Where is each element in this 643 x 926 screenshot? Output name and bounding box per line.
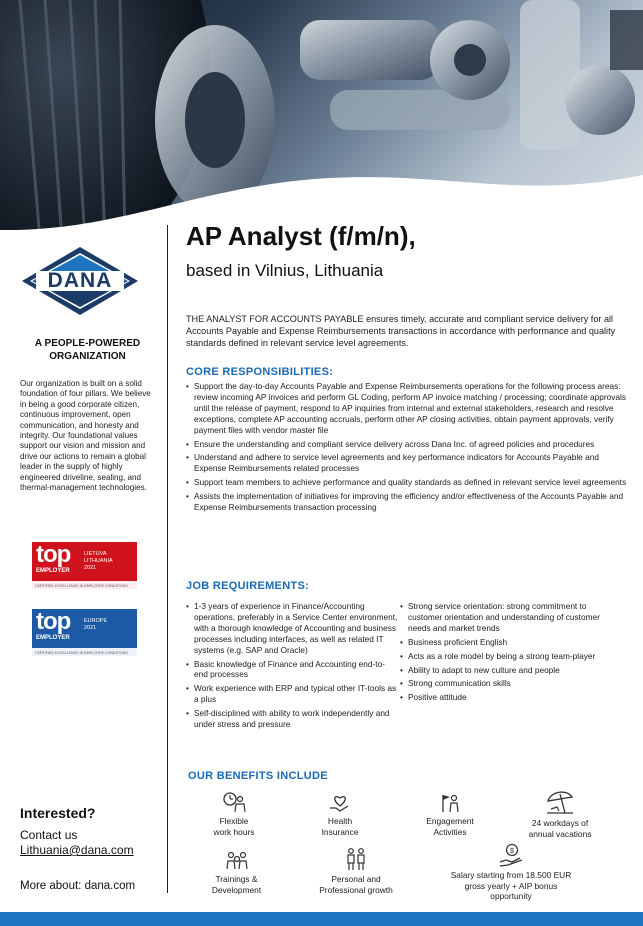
list-item: • Support the day-to-day Accounts Payable and Expense Reimbursements operations for the following process areas: review incoming AP invoices and perform GL Coding, perform AP invoice matching / processing; coordinate approvals until the release of payment, respond to AP inquiries from internal and external stakeholders, research and resolve exceptions, complete AP accounting accruals, perform other AP closing activities, obtain payment approvals, verify payment files with vendor master file — [186, 381, 630, 436]
core-responsibilities-list — [186, 381, 630, 516]
health-heart-icon — [328, 791, 352, 813]
training-people-icon — [224, 849, 250, 871]
benefit-personal-growth — [306, 847, 406, 895]
benefit-line1: Salary starting from 18.500 EUR — [450, 870, 572, 880]
hero-image — [0, 0, 643, 240]
intro-paragraph: THE ANALYST FOR ACCOUNTS PAYABLE ensures timely, accurate and compliant service delivery for all Accounts Payable and Expense Reimbursements transactions in accordance with performance and quality standards defined in relevant service level agreements. — [186, 314, 616, 348]
benefit-line1: 24 workdays of — [531, 818, 589, 828]
badge-region — [84, 618, 107, 632]
benefit-line3: opportunity — [490, 891, 532, 901]
list-item: • Assists the implementation of initiatives for improving the efficiency and/or effectiveness of the Accounts Payable and Expense Reimbursements transaction processing — [186, 491, 630, 513]
list-item: • Work experience with ERP and typical other IT-tools as a plus — [186, 683, 398, 705]
top-employer-lithuania-badge — [32, 542, 137, 589]
job-requirements-right-list — [400, 601, 622, 706]
badge-brand: top — [36, 608, 71, 635]
column-divider — [167, 225, 168, 893]
badge-region-line2: LITHUANIA — [84, 558, 113, 564]
job-requirements-left-list — [186, 601, 398, 733]
email-link[interactable]: Lithuania@dana.com — [20, 843, 134, 857]
tagline: A PEOPLE-POWERED ORGANIZATION — [34, 338, 141, 362]
benefit-line1: Personal and — [331, 874, 381, 884]
svg-text:$: $ — [510, 848, 514, 855]
benefit-trainings-development — [194, 849, 279, 895]
list-item: • Support team members to achieve performance and quality standards as defined in relevant service level agreements — [186, 477, 630, 488]
benefit-line2: work hours — [213, 826, 255, 837]
list-item: • Positive attitude — [400, 692, 622, 703]
top-employer-europe-badge — [32, 609, 137, 656]
salary-hand-icon — [498, 843, 524, 867]
badge-strip-text: CERTIFIED EXCELLENCE IN EMPLOYEE CONDITIONS — [35, 584, 128, 588]
badge-strip-text: CERTIFIED EXCELLENCE IN EMPLOYEE CONDITIONS — [35, 651, 128, 655]
benefit-line1: Health — [327, 816, 353, 826]
benefit-line2: Development — [211, 884, 262, 895]
benefit-health-insurance — [300, 791, 380, 837]
list-item: • Strong communication skills — [400, 678, 622, 689]
benefit-line2: Activities — [433, 826, 467, 837]
benefit-flexible-hours — [194, 791, 274, 837]
job-requirements-heading: JOB REQUIREMENTS: — [186, 580, 310, 592]
badge-region-line1: EUROPE — [84, 618, 108, 624]
badge-brand: top — [36, 541, 71, 568]
benefits-heading: OUR BENEFITS INCLUDE — [188, 770, 328, 782]
list-item: • Ensure the understanding and compliant service delivery across Dana Inc. of agreed policies and procedures — [186, 439, 630, 450]
hero-illustration — [0, 0, 643, 240]
list-item: • Ability to adapt to new culture and people — [400, 665, 622, 676]
benefit-line2: gross yearly + AIP bonus — [464, 880, 558, 891]
engagement-icon — [438, 791, 462, 813]
badge-year: 2021 — [84, 565, 97, 571]
list-item: • Self-disciplined with ability to work independently and under stress and pressure — [186, 708, 398, 730]
benefit-line2: annual vacations — [528, 828, 592, 839]
footer-bar — [0, 912, 643, 926]
benefit-engagement-activities — [410, 791, 490, 837]
badge-region — [84, 551, 113, 572]
core-responsibilities-heading: CORE RESPONSIBILITIES: — [186, 366, 334, 378]
dana-logo — [20, 245, 140, 317]
benefit-line2: Insurance — [321, 826, 359, 837]
benefit-line2: Professional growth — [319, 884, 393, 895]
more-about-link[interactable]: More about: dana.com — [20, 880, 136, 892]
benefit-line1: Trainings & — [215, 874, 258, 884]
interested-heading: Interested? — [20, 805, 96, 821]
badge-region-line1: LIETUVA — [84, 551, 107, 557]
list-item: • Strong service orientation: strong commitment to customer orientation and understanding of customer needs and market trends — [400, 601, 622, 634]
list-item: • Basic knowledge of Finance and Accounting end-to-end processes — [186, 659, 398, 681]
job-title: AP Analyst (f/m/n), — [186, 221, 416, 251]
organization-description: Our organization is built on a solid foundation of four pillars. We believe in being a good corporate citizen, continuous improvement, open communication, and honesty and integrity. Our foundational values support our vision and mission and drive our actions to remain a global leader in the supply of highly engineered driveline, sealing, and thermal-management technologies. — [20, 379, 151, 493]
badge-label: EMPLOYER — [36, 568, 70, 574]
contact-label: Contact us — [20, 828, 78, 842]
badge-label: EMPLOYER — [36, 635, 70, 641]
beach-umbrella-icon — [545, 789, 575, 815]
benefit-line1: Engagement — [426, 816, 474, 826]
list-item: • Business proficient English — [400, 637, 622, 648]
benefit-annual-vacations — [515, 789, 605, 839]
job-location: based in Vilnius, Lithuania — [186, 261, 384, 280]
benefit-line1: Flexible — [219, 816, 249, 826]
list-item: • Understand and adhere to service level agreements and key performance indicators for Accounts Payable and Expense Reimbursements related processes — [186, 452, 630, 474]
clock-person-icon — [222, 791, 246, 813]
list-item: • 1-3 years of experience in Finance/Accounting operations, preferably in a Service Center environment, with a thorough knowledge of Accounting and business processes including interfaces, as well as related IT systems (e.g. SAP and Oracle) — [186, 601, 398, 656]
growth-people-icon — [344, 847, 368, 871]
badge-year: 2021 — [84, 625, 97, 631]
list-item: • Acts as a role model by being a strong team-player — [400, 651, 622, 662]
logo-text: DANA — [47, 269, 113, 292]
benefit-salary — [436, 843, 586, 902]
